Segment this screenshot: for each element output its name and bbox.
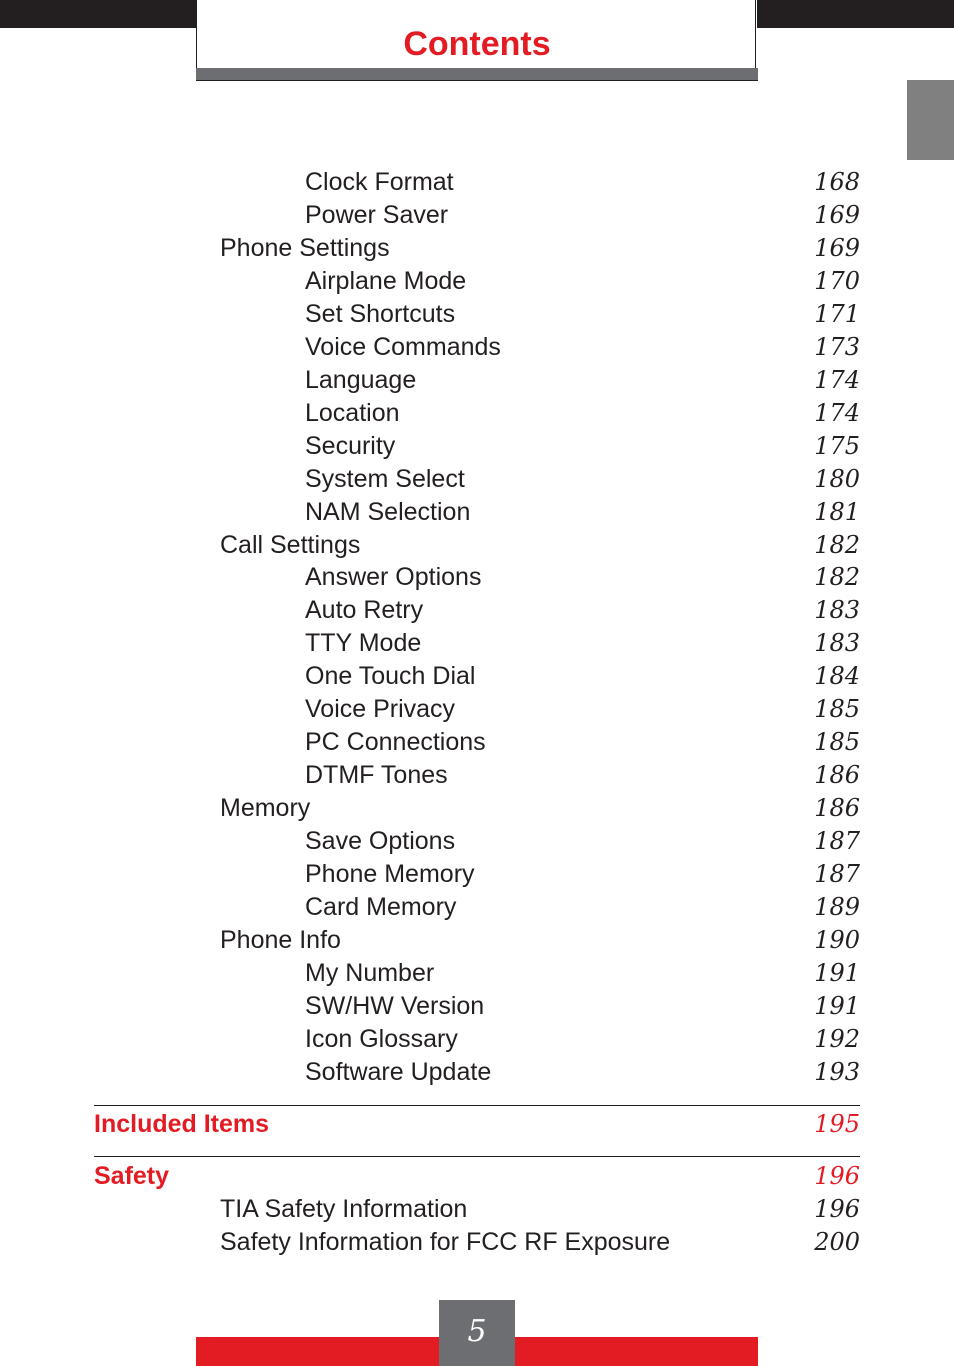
toc-entry-label: Memory: [220, 794, 311, 822]
toc-entry-page: 182: [814, 531, 860, 559]
toc-entry-page: 193: [814, 1058, 860, 1086]
toc-entry-page: 174: [814, 399, 860, 427]
toc-entry-label: Airplane Mode: [305, 267, 467, 295]
toc-entry-label: SW/HW Version: [305, 992, 485, 1020]
toc-entry-page: 180: [814, 465, 860, 493]
toc-entry-label: PC Connections: [305, 728, 486, 756]
toc-entry: [0, 858, 954, 891]
toc-entry-label: Voice Privacy: [305, 695, 456, 723]
toc-entry-page: 171: [814, 300, 860, 328]
toc-entry: [0, 990, 954, 1023]
toc-entry-label: Clock Format: [305, 168, 454, 196]
toc-entry-page: 184: [814, 662, 860, 690]
toc-entry-label: Software Update: [305, 1058, 492, 1086]
toc-entry-label: Call Settings: [220, 531, 361, 559]
toc-entry-page: 196: [814, 1162, 860, 1190]
toc-entry-label: Auto Retry: [305, 596, 424, 624]
toc-entry-page: 181: [814, 498, 860, 526]
toc-entry-page: 200: [814, 1228, 860, 1256]
toc-entry: [0, 957, 954, 990]
toc-entry-page: 190: [814, 926, 860, 954]
toc-entry: [0, 1226, 954, 1259]
toc-entry: [0, 759, 954, 792]
toc-entry-label: DTMF Tones: [305, 761, 448, 789]
toc-entry-label: Voice Commands: [305, 333, 501, 361]
toc-entry-label: Set Shortcuts: [305, 300, 456, 328]
toc-entry-label: Security: [305, 432, 396, 460]
toc-entry: [0, 232, 954, 265]
toc-entry-page: 189: [814, 893, 860, 921]
toc-entry-label: Icon Glossary: [305, 1025, 458, 1053]
toc-entry-page: 183: [814, 596, 860, 624]
footer-bar-right: [515, 1337, 758, 1366]
toc-entry: [0, 627, 954, 660]
toc-entry: [0, 693, 954, 726]
toc-entry: [0, 1108, 954, 1141]
toc-entry: [0, 561, 954, 594]
toc-entry-label: TIA Safety Information: [220, 1195, 468, 1223]
toc-entry-page: 183: [814, 629, 860, 657]
toc-entry-page: 185: [814, 695, 860, 723]
toc-entry-page: 169: [814, 234, 860, 262]
toc-entry: [0, 265, 954, 298]
toc-entry: [0, 199, 954, 232]
toc-entry-page: 182: [814, 563, 860, 591]
section-divider: [94, 1105, 860, 1106]
section-divider: [94, 1156, 860, 1157]
toc-entry-label: NAM Selection: [305, 498, 471, 526]
toc-entry-page: 186: [814, 794, 860, 822]
toc-entry-page: 173: [814, 333, 860, 361]
toc-entry: [0, 1193, 954, 1226]
toc-entry-label: Safety: [94, 1162, 170, 1190]
toc-entry-page: 196: [814, 1195, 860, 1223]
toc-entry-label: Card Memory: [305, 893, 457, 921]
toc-entry: [0, 496, 954, 529]
toc-entry-label: Phone Memory: [305, 860, 475, 888]
toc-entry: [0, 924, 954, 957]
toc-entry-page: 186: [814, 761, 860, 789]
toc-entry: [0, 726, 954, 759]
toc-entry: [0, 364, 954, 397]
toc-entry-page: 185: [814, 728, 860, 756]
toc-entry-label: Phone Settings: [220, 234, 390, 262]
toc-entry-page: 170: [814, 267, 860, 295]
toc-entry: [0, 331, 954, 364]
toc-entry-page: 187: [814, 860, 860, 888]
page-number: 5: [467, 1314, 487, 1349]
toc-entry-label: Included Items: [94, 1110, 270, 1138]
footer-bar-left: [196, 1337, 439, 1366]
toc-entry: [0, 397, 954, 430]
toc-entry-page: 187: [814, 827, 860, 855]
toc-entry-label: Location: [305, 399, 400, 427]
toc-entry-page: 168: [814, 168, 860, 196]
toc-entry-label: Power Saver: [305, 201, 449, 229]
toc-entry: [0, 1023, 954, 1056]
toc-entry-page: 192: [814, 1025, 860, 1053]
toc-entry-label: Phone Info: [220, 926, 341, 954]
toc-entry: [0, 660, 954, 693]
toc-entry-label: TTY Mode: [305, 629, 422, 657]
toc-entry: [0, 825, 954, 858]
toc-entry: [0, 463, 954, 496]
toc-entry-page: 191: [814, 959, 860, 987]
toc-entry-label: Save Options: [305, 827, 456, 855]
toc-entry: [0, 430, 954, 463]
toc-entry-label: Answer Options: [305, 563, 482, 591]
toc-entry-label: One Touch Dial: [305, 662, 476, 690]
toc-entry-page: 169: [814, 201, 860, 229]
toc-entry: [0, 298, 954, 331]
toc-entry-label: System Select: [305, 465, 465, 493]
toc-entry-label: My Number: [305, 959, 435, 987]
toc-entry-page: 174: [814, 366, 860, 394]
page-title: Contents: [403, 25, 551, 63]
toc-entry-page: 195: [814, 1110, 860, 1138]
toc-entry: [0, 792, 954, 825]
toc-entry: [0, 594, 954, 627]
toc-entry: [0, 166, 954, 199]
toc-entry: [0, 891, 954, 924]
toc-entry-page: 175: [814, 432, 860, 460]
toc-entry: [0, 1160, 954, 1193]
toc-entry: [0, 529, 954, 562]
toc-entry-page: 191: [814, 992, 860, 1020]
toc-entry: [0, 1056, 954, 1089]
toc-entry-label: Safety Information for FCC RF Exposure: [220, 1228, 671, 1256]
toc-entry-label: Language: [305, 366, 417, 394]
